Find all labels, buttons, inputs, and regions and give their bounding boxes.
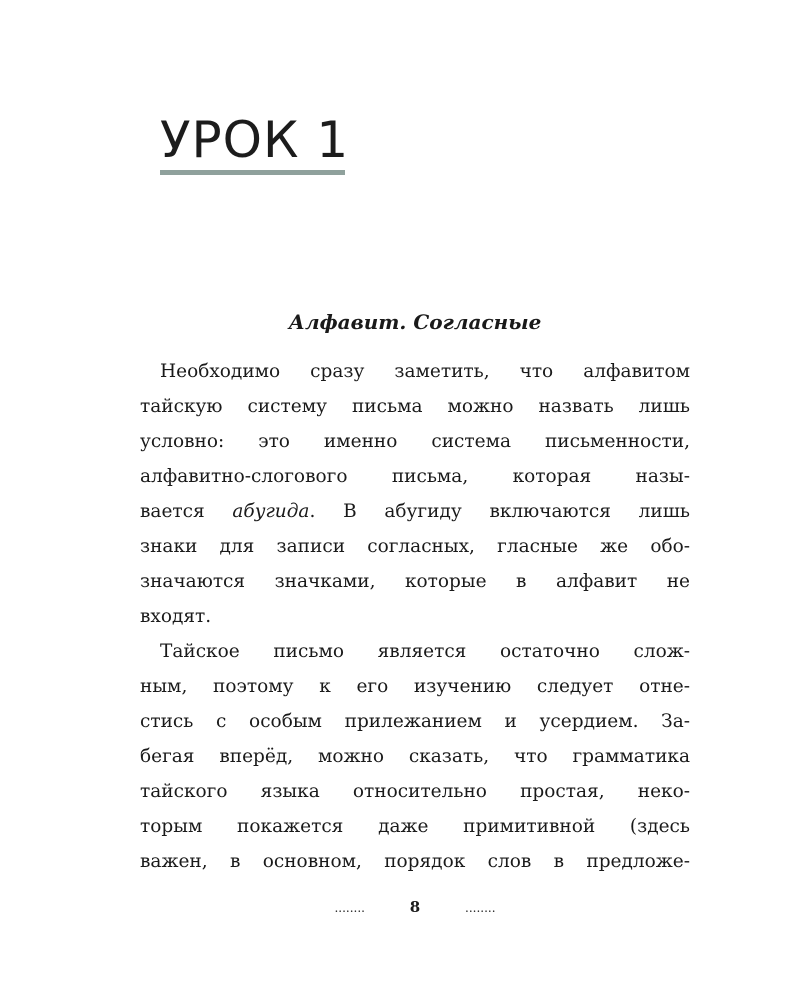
chapter-title: УРОК 1	[160, 111, 350, 169]
text-line: ным, поэтому к его изучению следует отне-	[140, 676, 690, 697]
chapter-underline	[160, 170, 345, 175]
chapter-header	[160, 110, 349, 175]
text-line: бегая вперёд, можно сказать, что грамматика	[140, 746, 690, 767]
text-line: знаки для записи согласных, гласные же обо-	[140, 536, 690, 557]
text-line: условно: это именно система письменности,	[140, 431, 690, 452]
text-line: тайского языка относительно простая, неко-	[140, 781, 690, 802]
paragraph-1	[140, 354, 690, 634]
body-text	[140, 354, 690, 879]
text-fragment: вается	[140, 501, 233, 522]
page-number: 8	[409, 898, 421, 916]
text-line: алфавитно-слогового письма, которая назы-	[140, 466, 690, 487]
paragraph-2	[140, 634, 690, 879]
text-line: Тайское письмо является остаточно слож-	[160, 641, 690, 662]
text-line: входят.	[140, 606, 212, 627]
text-line: торым покажется даже примитивной (здесь	[140, 816, 690, 837]
text-line: важен, в основном, порядок слов в предложе-	[140, 851, 690, 872]
page-footer	[140, 892, 690, 923]
text-fragment: . В абугиду включаются лишь	[309, 501, 690, 522]
term-abugida: абугида	[232, 501, 310, 522]
section-title: Алфавит. Согласные	[288, 310, 542, 334]
footer-dots-left: ........	[334, 901, 365, 915]
text-line: тайскую систему письма можно назвать лишь	[140, 396, 690, 417]
footer-dots-right: ........	[465, 901, 496, 915]
text-line: значаются значками, которые в алфавит не	[140, 571, 690, 592]
text-line: Необходимо сразу заметить, что алфавитом	[160, 361, 690, 382]
text-line: стись с особым прилежанием и усердием. За-	[140, 711, 690, 732]
text-line-with-term	[140, 494, 690, 529]
